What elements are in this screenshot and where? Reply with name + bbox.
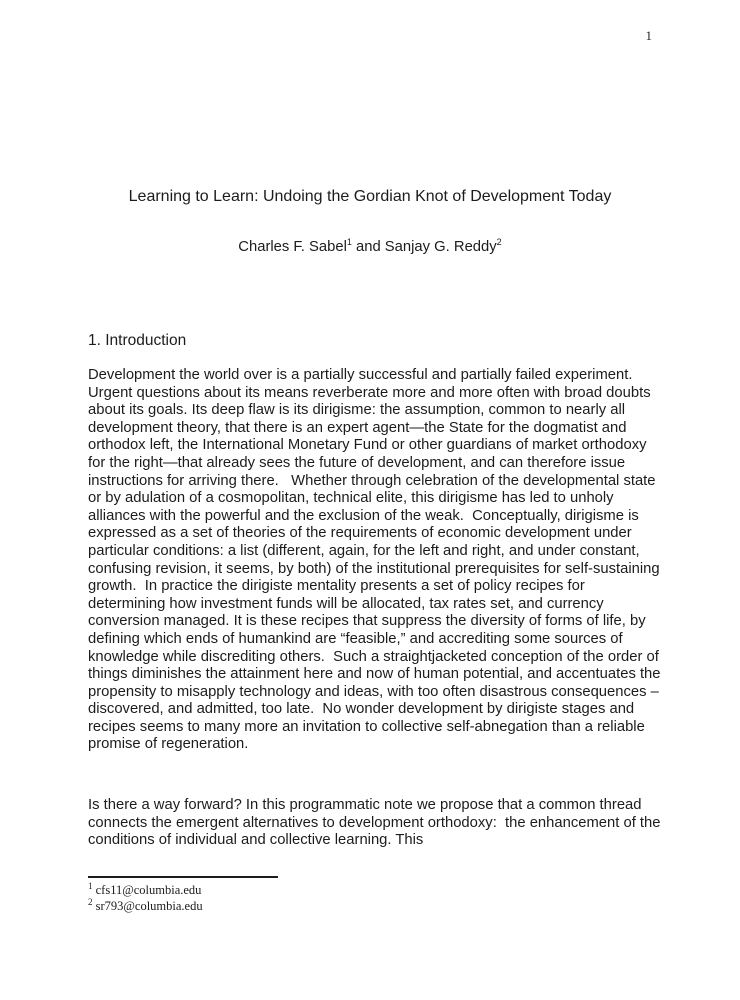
footnote-1-marker: 1 (88, 880, 93, 891)
page-number: 1 (645, 28, 652, 43)
paragraph-introduction-2: Is there a way forward? In this programmatic note we propose that a common thread connects the emergent alternatives to development orthodoxy: the enhancement of the conditions of individual and collective learning. This (88, 797, 665, 849)
authors-line (0, 239, 740, 255)
footnote-2-email: sr793@columbia.edu (95, 898, 203, 913)
paragraph-introduction-1: Development the world over is a partially successful and partially failed experiment. Urgent questions about its means reverberate more and more often with broad doubts about its goals. Its deep flaw is its dirigisme: the assumption, common to nearly all development theory, that there is an expert agent—the State for the dogmatist and orthodox left, the International Monetary Fund or other guardians of market orthodoxy for the right—that already sees the future of development, and can therefore issue instructions for arriving there. Whether through celebration of the developmental state or by adulation of a cosmopolitan, technical elite, this dirigisme has led to unholy alliances with the powerful and the exclusion of the weak. Conceptually, dirigisme is expressed as a set of theories of the requirements of economic development under particular conditions: a list (different, again, for the left and right, and under constant, confusing revision, it seems, by both) of the institutional prerequisites for self-sustaining growth. In practice the dirigiste mentality presents a set of policy recipes for determining how investment funds will be allocated, tax rates set, and currency conversion managed. It is these recipes that suppress the diversity of forms of life, by defining which ends of humankind are “feasible,” and accrediting some sources of knowledge while discrediting others. Such a straightjacketed conception of the order of things diminishes the attainment here and now of human potential, and accentuates the propensity to misapply technology and ideas, with too often disastrous consequences – discovered, and admitted, too late. No wonder development by dirigiste stages and recipes seems to many more an invitation to collective self-abnegation than a reliable promise of regeneration. (88, 367, 665, 753)
paper-title: Learning to Learn: Undoing the Gordian Knot of Development Today (128, 188, 612, 205)
footnote-1 (88, 880, 666, 899)
footnotes-section (88, 876, 666, 914)
footnote-2 (88, 896, 666, 915)
author-first-footnote-ref: 1 (346, 237, 352, 248)
section-heading: 1. Introduction (88, 332, 187, 349)
footnote-1-email: cfs11@columbia.edu (95, 883, 202, 897)
footnote-separator-rule (88, 876, 278, 878)
footnote-2-marker: 2 (88, 896, 93, 907)
author-first: Charles F. Sabel (238, 239, 347, 255)
author-second: and Sanjay G. Reddy (351, 239, 497, 255)
author-second-footnote-ref: 2 (496, 237, 502, 248)
